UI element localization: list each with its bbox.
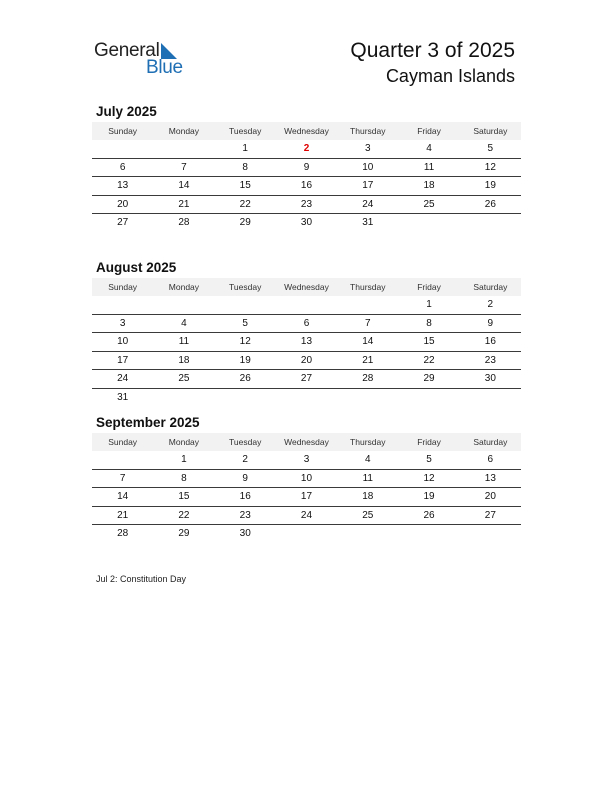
day-cell: 11 [423, 161, 435, 173]
day-cell: 15 [239, 180, 251, 192]
weekday-label: Sunday [108, 437, 138, 447]
day-cell: 4 [364, 454, 371, 466]
day-cell: 5 [487, 143, 494, 155]
day-cell: 20 [300, 354, 313, 366]
day-cell: 16 [484, 336, 496, 348]
day-cell: 31 [117, 391, 129, 403]
day-cell: 6 [119, 161, 126, 173]
weekday-label: Saturday [473, 126, 508, 136]
weekday-label: Wednesday [284, 126, 329, 136]
week-row [92, 451, 521, 470]
month-calendar-august [92, 259, 521, 406]
day-cell: 16 [300, 180, 313, 192]
day-cell: 19 [423, 491, 435, 503]
weekday-label: Sunday [108, 282, 138, 292]
weekday-label: Friday [417, 282, 441, 292]
week-row [92, 177, 521, 196]
weekday-label: Monday [168, 282, 200, 292]
day-cell: 31 [362, 217, 374, 229]
month-title: September 2025 [96, 415, 200, 430]
day-cell: 7 [181, 161, 187, 173]
day-cell: 24 [300, 509, 313, 521]
week-row [92, 140, 521, 159]
day-cell: 28 [178, 217, 190, 229]
weekday-label: Tuesday [229, 437, 262, 447]
day-cell: 10 [117, 336, 129, 348]
day-cell: 1 [426, 299, 432, 311]
day-cell: 25 [178, 373, 190, 385]
day-cell: 1 [181, 454, 187, 466]
day-cell: 28 [362, 373, 374, 385]
day-cell: 7 [364, 317, 371, 329]
day-cell: 29 [423, 373, 435, 385]
day-cell: 19 [239, 354, 251, 366]
week-row [92, 333, 521, 352]
day-cell: 1 [242, 143, 248, 155]
day-cell: 14 [178, 180, 190, 192]
day-cell: 27 [484, 509, 496, 521]
week-row [92, 470, 521, 489]
generalblue-logo [94, 40, 204, 80]
day-cell: 18 [362, 491, 374, 503]
holiday-notes [96, 574, 186, 584]
day-cell: 15 [178, 491, 190, 503]
page-title: Quarter 3 of 2025 [350, 39, 515, 62]
day-cell: 3 [364, 143, 371, 155]
day-cell: 13 [300, 336, 313, 348]
day-cell: 30 [300, 217, 313, 229]
weekday-label: Wednesday [284, 437, 329, 447]
day-cell: 13 [117, 180, 129, 192]
day-cell: 26 [423, 509, 435, 521]
week-row [92, 525, 521, 543]
day-cell: 6 [303, 317, 310, 329]
day-cell: 20 [484, 491, 496, 503]
day-cell: 12 [239, 336, 251, 348]
day-cell: 6 [487, 454, 494, 466]
day-cell: 21 [362, 354, 374, 366]
day-cell: 23 [300, 198, 313, 210]
day-cell: 20 [117, 198, 129, 210]
week-row [92, 159, 521, 178]
day-cell: 21 [117, 509, 129, 521]
day-cell: 16 [239, 491, 251, 503]
day-cell: 29 [178, 528, 190, 540]
day-cell: 14 [362, 336, 374, 348]
page-subtitle: Cayman Islands [385, 66, 515, 86]
week-row [92, 352, 521, 371]
weekday-label: Thursday [350, 437, 386, 447]
week-row [92, 507, 521, 526]
day-cell: 26 [239, 373, 251, 385]
day-cell: 23 [484, 354, 496, 366]
day-cell: 30 [239, 528, 251, 540]
weekday-label: Sunday [108, 126, 138, 136]
weekday-header-row [92, 433, 521, 451]
day-cell: 18 [423, 180, 435, 192]
logo-text-blue: Blue [146, 57, 183, 78]
day-cell: 5 [242, 317, 248, 329]
month-calendar-july [92, 103, 521, 232]
day-cell: 17 [300, 491, 313, 503]
week-row [92, 214, 521, 232]
day-cell: 30 [484, 373, 496, 385]
day-cell: 17 [362, 180, 374, 192]
week-row [92, 488, 521, 507]
day-cell: 11 [178, 336, 190, 348]
day-cell: 3 [303, 454, 310, 466]
day-cell: 27 [117, 217, 129, 229]
weekday-label: Friday [417, 126, 441, 136]
day-cell: 3 [119, 317, 126, 329]
day-cell: 9 [242, 472, 248, 484]
day-cell: 8 [181, 472, 187, 484]
day-cell: 10 [362, 161, 374, 173]
weekday-label: Monday [168, 437, 200, 447]
day-cell: 22 [423, 354, 435, 366]
week-row [92, 296, 521, 315]
day-cell: 8 [426, 317, 432, 329]
day-cell: 26 [484, 198, 496, 210]
day-cell: 9 [487, 317, 494, 329]
day-cell: 7 [119, 472, 126, 484]
holiday-note: Jul 2: Constitution Day [96, 574, 187, 584]
day-cell: 4 [181, 317, 187, 329]
day-cell: 18 [178, 354, 190, 366]
day-cell: 22 [178, 509, 190, 521]
weekday-label: Thursday [350, 126, 386, 136]
day-cell: 2 [487, 299, 494, 311]
week-row [92, 389, 521, 407]
day-cell: 19 [484, 180, 496, 192]
day-cell: 9 [303, 161, 310, 173]
day-cell: 25 [423, 198, 435, 210]
weekday-label: Tuesday [229, 282, 262, 292]
month-calendar-september [92, 414, 521, 543]
weekday-label: Monday [168, 126, 200, 136]
day-cell: 21 [178, 198, 190, 210]
day-cell: 17 [117, 354, 129, 366]
weekday-label: Thursday [350, 282, 386, 292]
day-cell: 23 [239, 509, 251, 521]
week-row [92, 370, 521, 389]
weekday-label: Wednesday [284, 282, 329, 292]
day-cell: 27 [300, 373, 313, 385]
holiday-day-cell: 2 [303, 143, 310, 155]
day-cell: 24 [362, 198, 374, 210]
month-title: August 2025 [96, 260, 177, 275]
logo-text-general: General [94, 40, 160, 61]
day-cell: 8 [242, 161, 248, 173]
weekday-label: Saturday [473, 282, 508, 292]
day-cell: 4 [426, 143, 432, 155]
month-title: July 2025 [96, 104, 157, 119]
day-cell: 12 [423, 472, 435, 484]
day-cell: 28 [117, 528, 129, 540]
week-row [92, 315, 521, 334]
weekday-label: Tuesday [229, 126, 262, 136]
weekday-label: Saturday [473, 437, 508, 447]
day-cell: 14 [117, 491, 129, 503]
weekday-label: Friday [417, 437, 441, 447]
day-cell: 13 [484, 472, 496, 484]
day-cell: 24 [117, 373, 129, 385]
day-cell: 10 [300, 472, 313, 484]
weekday-header-row [92, 122, 521, 140]
day-cell: 22 [239, 198, 251, 210]
weekday-header-row [92, 278, 521, 296]
day-cell: 5 [426, 454, 432, 466]
day-cell: 12 [484, 161, 496, 173]
day-cell: 11 [362, 472, 373, 484]
day-cell: 15 [423, 336, 435, 348]
day-cell: 25 [362, 509, 374, 521]
day-cell: 2 [242, 454, 248, 466]
day-cell: 29 [239, 217, 251, 229]
week-row [92, 196, 521, 215]
